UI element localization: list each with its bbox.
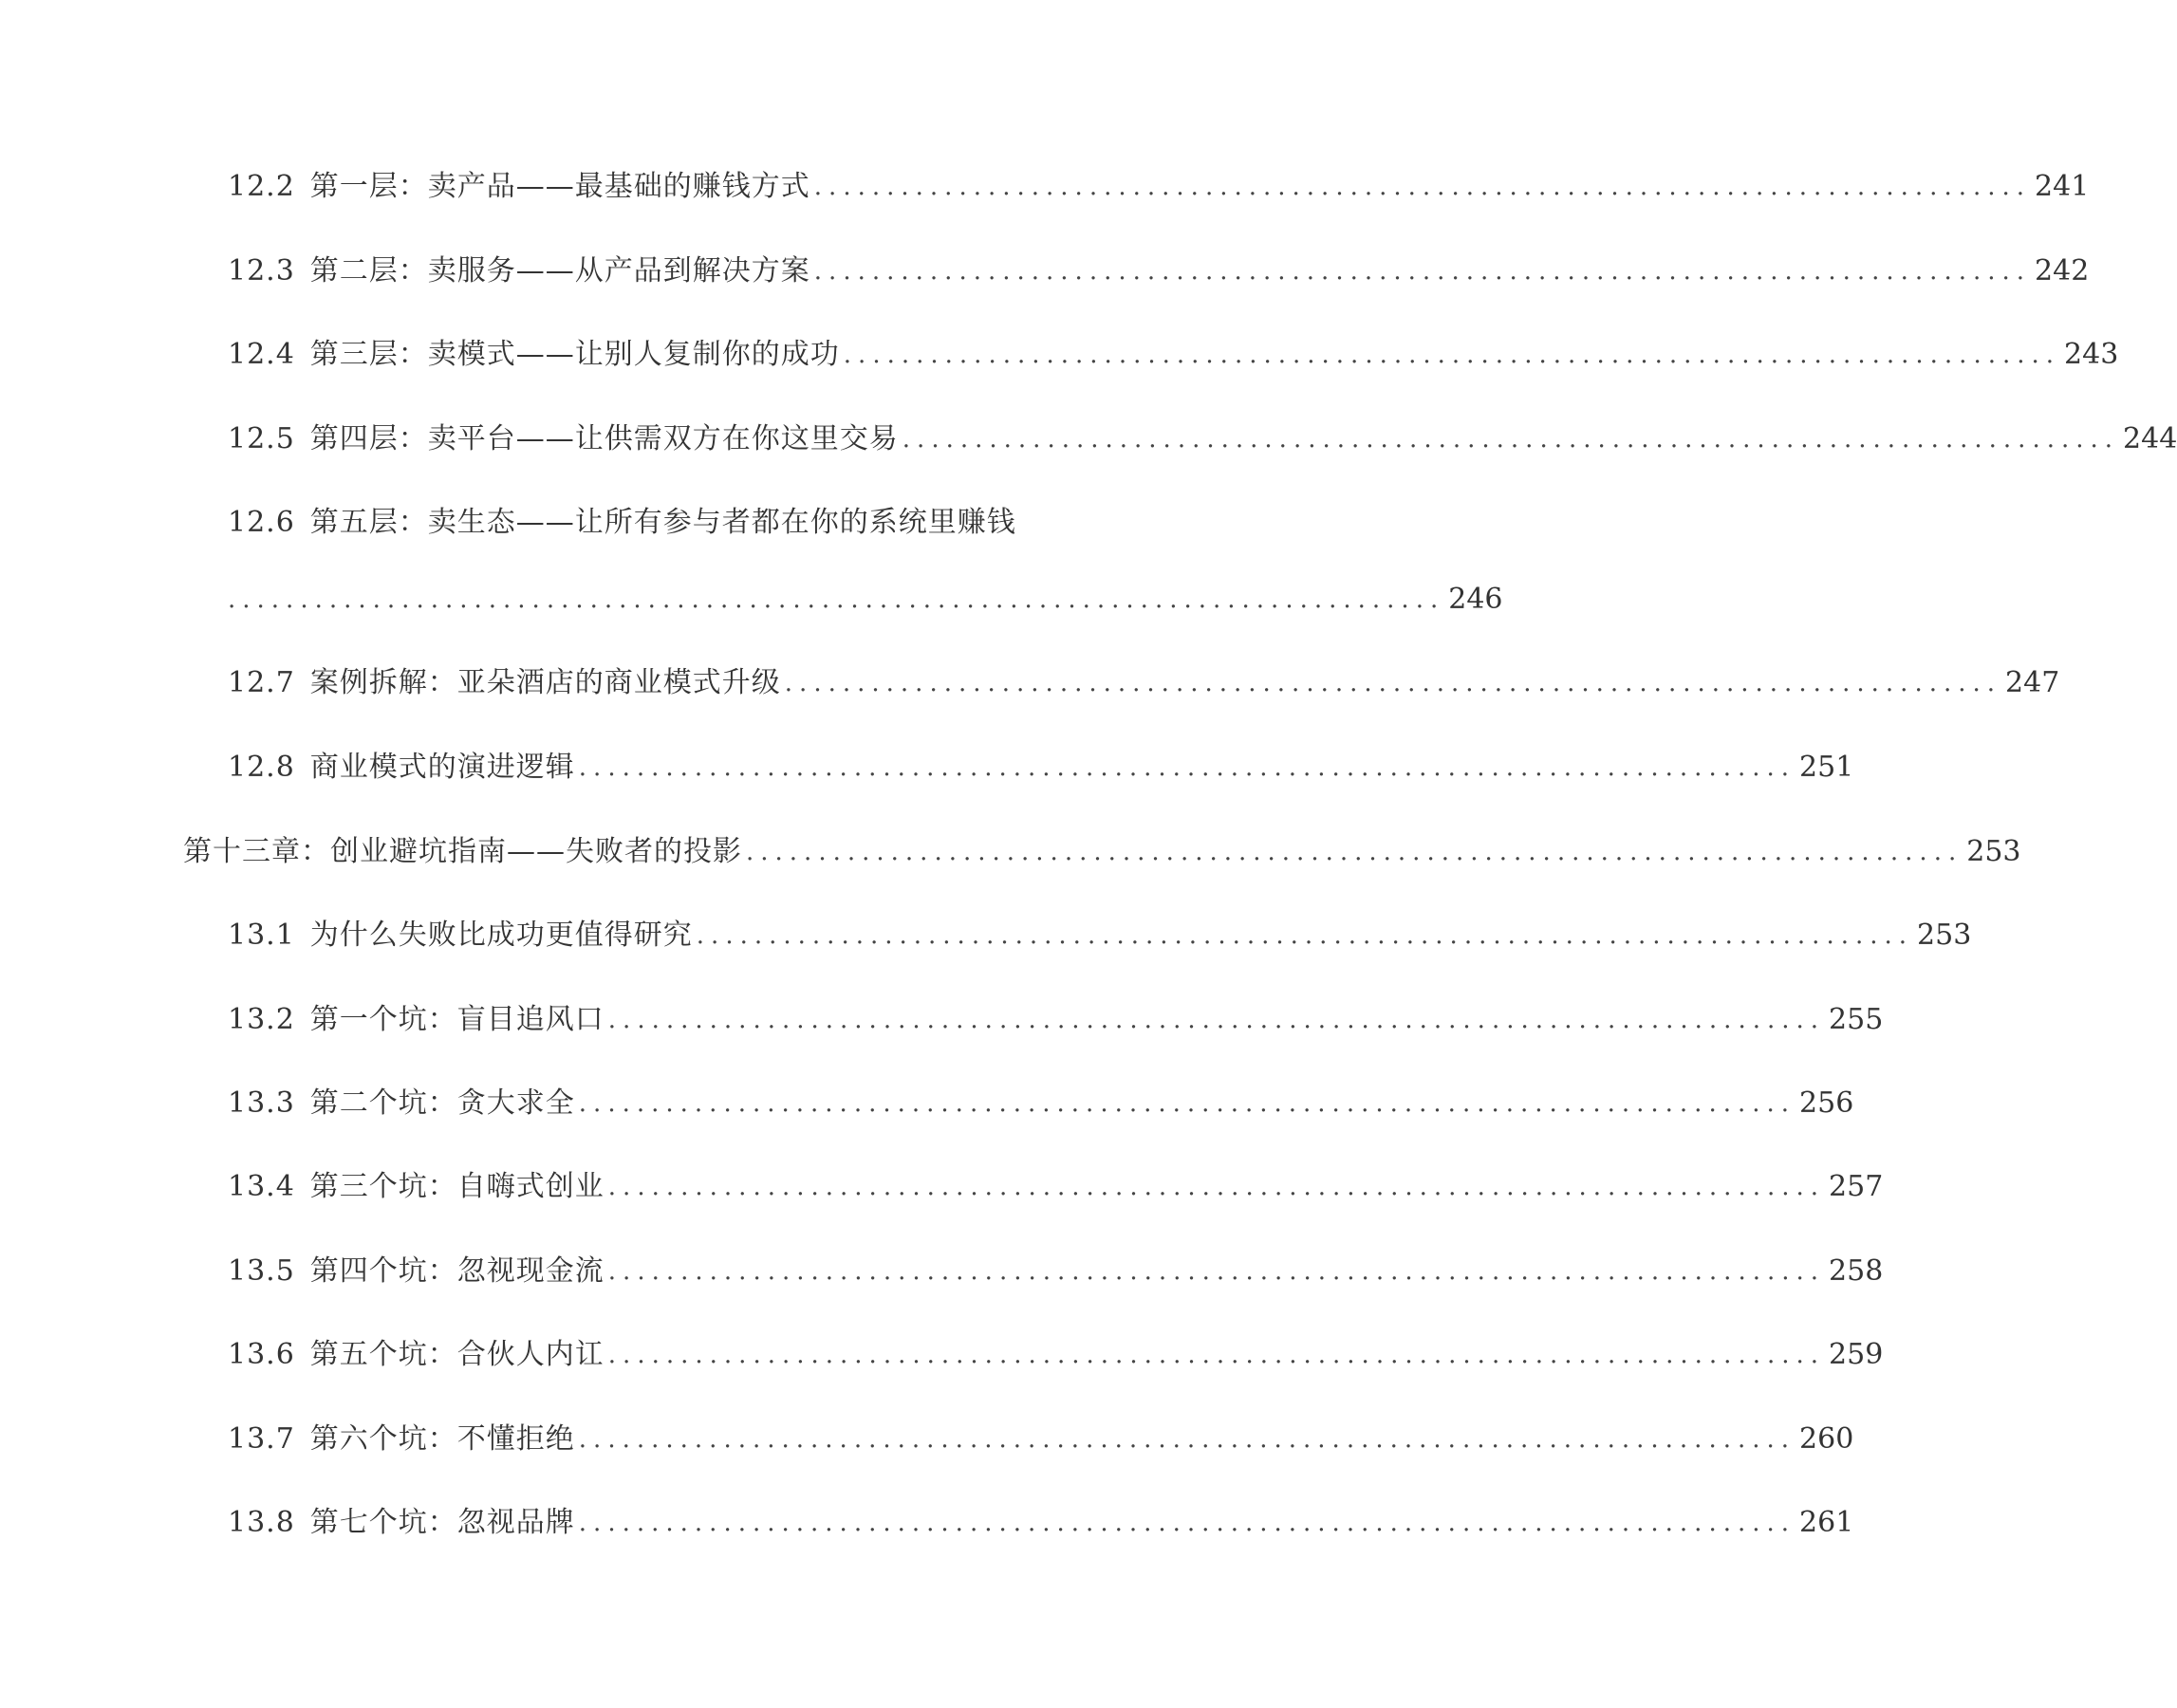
toc-entry-title: 第三层：卖模式——让别人复制你的成功	[309, 338, 840, 371]
toc-entry[interactable]	[0, 1502, 1854, 1559]
dot-leader: ....................................................................................	[228, 585, 1445, 614]
toc-entry-title: 第一层：卖产品——最基础的赚钱方式	[309, 170, 810, 203]
toc-entry-page: 258	[1829, 1254, 1884, 1288]
toc-entry-page: 261	[1799, 1506, 1854, 1539]
toc-entry-number: 13.3	[228, 1086, 295, 1120]
dot-leader: ....................................................................................	[578, 1509, 1796, 1537]
toc-entry-number: 13.6	[228, 1338, 295, 1371]
toc-entry-page: 251	[1799, 751, 1854, 784]
toc-chapter-entry[interactable]	[0, 831, 2021, 888]
toc-entry-page: 242	[2035, 254, 2090, 288]
dot-leader: ....................................................................................	[902, 425, 2120, 454]
toc-entry[interactable]	[0, 166, 2090, 223]
dot-leader: ....................................................................................	[746, 838, 1963, 866]
toc-entry[interactable]	[0, 502, 1503, 635]
toc-entry-page: 255	[1829, 1003, 1884, 1036]
toc-entry[interactable]	[0, 251, 2090, 307]
toc-entry-title: 第五个坑：合伙人内讧	[309, 1338, 605, 1371]
toc-entry[interactable]	[0, 662, 2060, 719]
toc-entry-number: 12.6	[228, 506, 295, 539]
toc-entry-number: 12.4	[228, 338, 295, 371]
toc-entry-page: 253	[1966, 835, 2021, 868]
toc-entry-number: 13.5	[228, 1254, 295, 1288]
dot-leader: ....................................................................................	[813, 173, 2032, 201]
toc-entry[interactable]	[0, 1419, 1854, 1476]
toc-entry-title: 第四层：卖平台——让供需双方在你这里交易	[309, 422, 899, 455]
toc-entry-page: 247	[2005, 666, 2060, 699]
toc-entry-number: 12.3	[228, 254, 295, 288]
toc-entry-number: 12.8	[228, 751, 295, 784]
dot-leader: ....................................................................................	[843, 341, 2061, 369]
toc-entry-number: 12.2	[228, 170, 295, 203]
toc-entry[interactable]	[0, 1334, 1884, 1391]
toc-entry-page: 253	[1917, 919, 1972, 952]
toc-chapter-title: 第十三章：创业避坑指南——失败者的投影	[183, 835, 742, 868]
toc-entry-number: 13.7	[228, 1422, 295, 1456]
toc-entry[interactable]	[0, 1083, 1854, 1140]
toc-entry[interactable]	[0, 418, 2177, 475]
toc-entry-page: 244	[2123, 422, 2177, 455]
dot-leader: ....................................................................................	[784, 669, 2002, 697]
toc-entry-page: 257	[1829, 1170, 1884, 1203]
dot-leader: ....................................................................................	[813, 257, 2032, 286]
toc-entry-title: 第二个坑：贪大求全	[309, 1086, 575, 1120]
toc-entry-title: 第七个坑：忽视品牌	[309, 1506, 575, 1539]
toc-entry-title: 第二层：卖服务——从产品到解决方案	[309, 254, 810, 288]
dot-leader: ....................................................................................	[607, 1257, 1826, 1286]
dot-leader: ....................................................................................	[578, 1089, 1796, 1118]
toc-entry-title: 第四个坑：忽视现金流	[309, 1254, 605, 1288]
toc-entry-page: 243	[2064, 338, 2119, 371]
toc-entry-title: 第一个坑：盲目追风口	[309, 1003, 605, 1036]
toc-entry-number: 13.8	[228, 1506, 295, 1539]
toc-entry-page: 241	[2035, 170, 2090, 203]
toc-entry[interactable]	[0, 1251, 1884, 1308]
dot-leader: ....................................................................................	[607, 1341, 1826, 1369]
dot-leader: ....................................................................................	[578, 753, 1796, 782]
toc-entry-page: 260	[1799, 1422, 1854, 1456]
toc-entry-number: 13.4	[228, 1170, 295, 1203]
dot-leader: ....................................................................................	[607, 1006, 1826, 1034]
toc-entry-title: 案例拆解：亚朵酒店的商业模式升级	[309, 666, 781, 699]
toc-entry-title: 商业模式的演进逻辑	[309, 751, 575, 784]
toc-entry-title: 第三个坑：自嗨式创业	[309, 1170, 605, 1203]
toc-entry-title: 第六个坑：不懂拒绝	[309, 1422, 575, 1456]
toc-entry[interactable]	[0, 334, 2119, 391]
dot-leader: ....................................................................................	[607, 1173, 1826, 1201]
toc-entry[interactable]	[0, 999, 1884, 1056]
toc-entry-page: 246	[1448, 583, 1503, 616]
dot-leader: ....................................................................................	[696, 921, 1914, 950]
toc-entry[interactable]	[0, 747, 1854, 804]
dot-leader: ....................................................................................	[578, 1425, 1796, 1454]
toc-entry-number: 13.2	[228, 1003, 295, 1036]
toc-entry-page: 256	[1799, 1086, 1854, 1120]
toc-entry-number: 13.1	[228, 919, 295, 952]
toc-entry[interactable]	[0, 1166, 1884, 1223]
toc-entry[interactable]	[0, 915, 1972, 972]
toc-entry-title: 第五层：卖生态——让所有参与者都在你的系统里赚钱	[309, 506, 1016, 539]
toc-entry-title: 为什么失败比成功更值得研究	[309, 919, 693, 952]
toc-entry-page: 259	[1829, 1338, 1884, 1371]
toc-entry-number: 12.7	[228, 666, 295, 699]
toc-entry-number: 12.5	[228, 422, 295, 455]
